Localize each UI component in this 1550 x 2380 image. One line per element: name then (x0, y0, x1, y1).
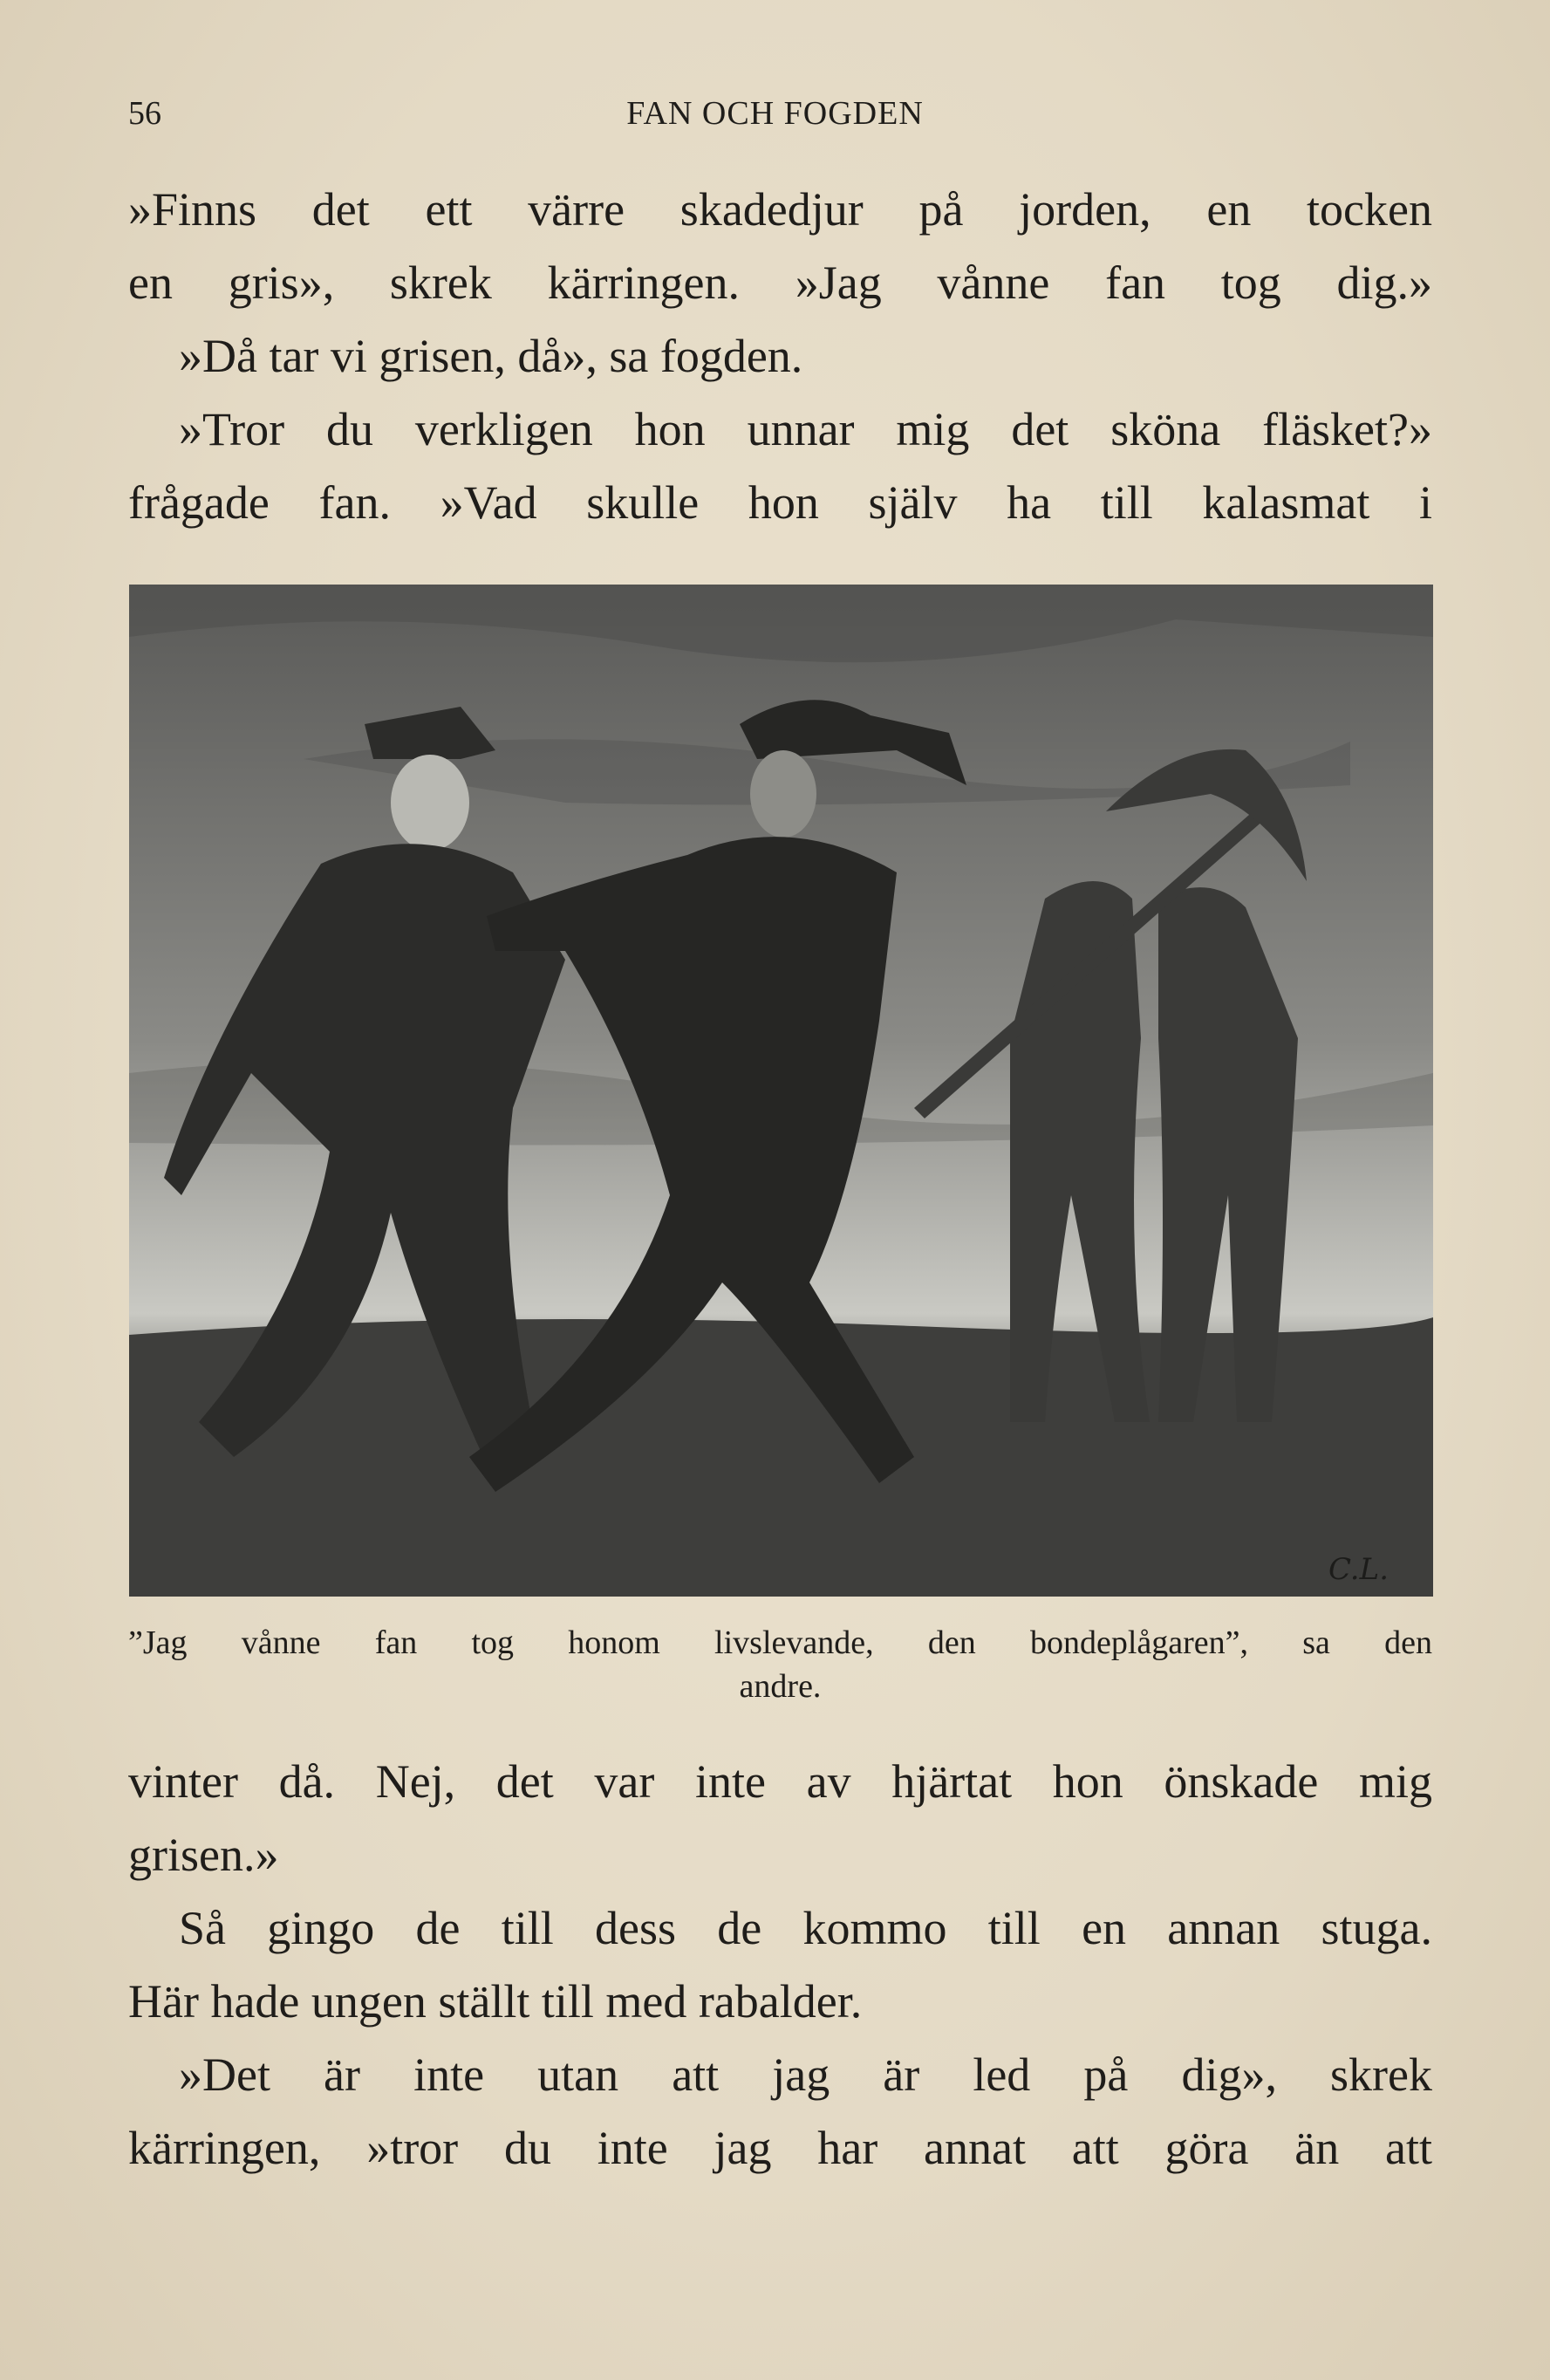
body-text-top (128, 173, 1432, 539)
illustration-two-men-fighting (129, 585, 1433, 1597)
text-line: grisen.» (128, 1829, 279, 1881)
running-title: FAN OCH FOGDEN (626, 95, 924, 132)
caption-line: andre. (739, 1668, 822, 1705)
text-line: kärringen, »tror du inte jag har annat att göra än att (128, 2122, 1432, 2174)
text-line: »Tror du verkligen hon unnar mig det sköna fläsket?» (179, 403, 1432, 455)
page-number: 56 (128, 95, 161, 132)
illustration-drawing (129, 585, 1433, 1597)
caption-line: ”Jag vånne fan tog honom livslevande, den bondeplågaren”, sa den (128, 1624, 1432, 1661)
text-line: »Det är inte utan att jag är led på dig», skrek (179, 2048, 1432, 2101)
text-line: vinter då. Nej, det var inte av hjärtat hon önskade mig (128, 1755, 1432, 1808)
text-line: en gris», skrek kärringen. »Jag vånne fan tog dig.» (128, 256, 1432, 309)
artist-signature: C.L. (1328, 1552, 1389, 1587)
illustration-caption (128, 1621, 1432, 1708)
text-line: frågade fan. »Vad skulle hon själv ha till kalasmat i (128, 476, 1432, 529)
text-line: »Då tar vi grisen, då», sa fogden. (179, 330, 803, 382)
text-line: Här hade ungen ställt till med rabalder. (128, 1975, 863, 2028)
text-line: Så gingo de till dess de kommo till en annan stuga. (179, 1902, 1432, 1954)
text-line: »Finns det ett värre skadedjur på jorden, en tocken (128, 183, 1432, 236)
body-text-bottom (128, 1745, 1432, 2185)
